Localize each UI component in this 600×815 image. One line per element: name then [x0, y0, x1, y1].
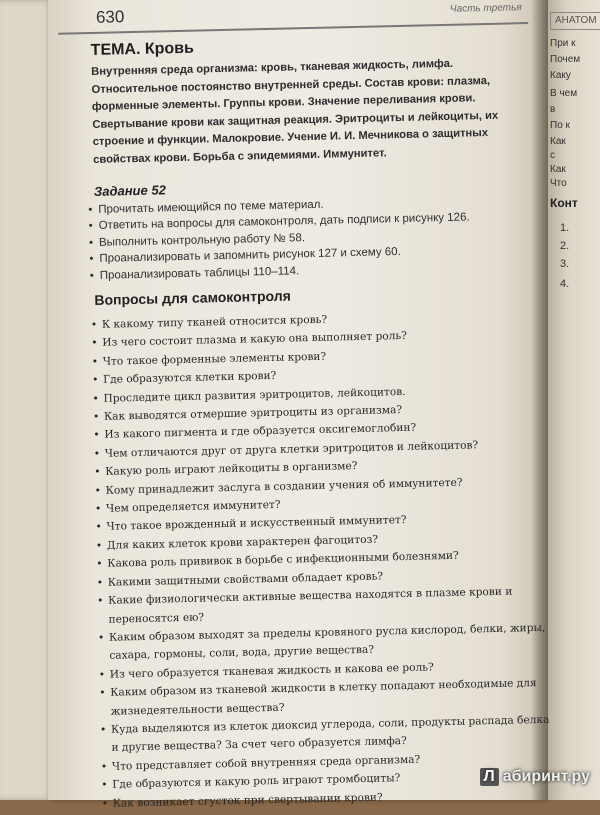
task-item: • Ответить на вопросы для самоконтроля, дать подписи к рисунку 126.	[89, 209, 529, 235]
right-page-line: с	[550, 150, 555, 161]
page-number: 630	[95, 7, 125, 27]
questions-title: Вопросы для самоконтроля	[94, 287, 291, 308]
right-page-line: Как	[550, 164, 566, 175]
task-item: • Выполнить контрольную работу № 58.	[89, 225, 529, 251]
right-page-number: 2.	[560, 240, 570, 252]
right-page-line: При к	[550, 38, 576, 49]
question-item: • Проследите цикл развития эритроцитов, лейкоцитов.	[92, 379, 542, 408]
right-page-line: Что	[550, 178, 567, 189]
topic-description: Внутренняя среда организма: кровь, тканевая жидкость, лимфа. Относительное постоянство внутренней среды. Состав крови: плазма, форменные элементы. Группы крови. Значение переливания крови. Свертывание крови как защитная реакция. Эритроциты и лейкоциты, их строение и функции. Малокровие. Учение И. И. Мечникова о защитных свойствах крови. Борьба с эпидемиями. Иммунитет.	[91, 57, 499, 166]
task-item: • Проанализировать и запомнить рисунок 127 и схему 60.	[89, 241, 529, 267]
question-item: • Какими защитными свойствами обладает кровь?	[97, 563, 547, 592]
right-page-number: 3.	[560, 258, 570, 270]
right-page-line: Как	[550, 136, 566, 147]
question-item: • Чем отличаются друг от друга клетки эритроцитов и лейкоцитов?	[94, 435, 544, 464]
question-item: • Из чего образуется тканевая жидкость и какова ее роль?	[99, 655, 549, 684]
topic-title: ТЕМА. Кровь	[90, 39, 195, 59]
question-item: • Какие физиологически активные вещества находятся в плазме крови и переносятся ею?	[97, 582, 548, 629]
labirint-logo-icon: Л	[480, 768, 499, 786]
question-item: • Как выводятся отмершие эритроциты из организма?	[93, 398, 543, 427]
question-item: • Где образуются клетки крови?	[92, 361, 542, 390]
question-item: • Что такое форменные элементы крови?	[92, 343, 542, 372]
labirint-watermark	[480, 768, 590, 786]
right-page-line: в	[550, 104, 556, 115]
question-item: • Какова роль прививок в борьбе с инфекционными болезнями?	[96, 545, 546, 574]
question-item: • Кому принадлежит заслуга в создании учения об иммунитете?	[94, 471, 544, 500]
part-label: Часть третья	[449, 2, 522, 15]
question-item: • Чем определяется иммунитет?	[95, 490, 545, 519]
question-item: • Из какого пигмента и где образуется оксигемоглобин?	[93, 416, 543, 445]
task-item: • Проанализировать таблицы 110–114.	[90, 258, 530, 284]
question-item: • Что представляет собой внутренняя среда организма?	[101, 747, 551, 776]
task-title: Задание 52	[93, 182, 166, 199]
question-item: • Для каких клеток крови характерен фагоцитоз?	[96, 527, 546, 556]
question-item: • Как возникает сгусток при свертывании крови?	[102, 784, 552, 813]
task-list	[88, 192, 530, 284]
question-item: • Где образуются и какую роль играют тромбоциты?	[101, 766, 551, 795]
question-item: • Куда выделяются из клеток диоксид углерода, соли, продукты распада белка и другие вещества? За счет чего образуется лимфа?	[100, 711, 551, 758]
right-page-line: Каку	[550, 70, 571, 81]
question-item: • К какому типу тканей относится кровь?	[91, 306, 541, 335]
right-page-section: Конт	[550, 196, 578, 210]
question-item: • Каким образом из тканевой жидкости в клетку попадают необходимые для жизнедеятельности вещества?	[99, 674, 550, 721]
right-page-number: 4.	[560, 278, 570, 290]
question-item: • Из чего состоит плазма и какую она выполняет роль?	[91, 324, 541, 353]
watermark-text: абиринт.ру	[502, 768, 590, 785]
right-page-line: По к	[550, 120, 570, 131]
right-page-header: АНАТОМ	[550, 12, 600, 30]
right-page-line: В чем	[550, 88, 578, 99]
question-item: • Каким образом выходят за пределы кровяного русла кислород, белки, жиры, сахара, гормоны, соли, вода, другие вещества?	[98, 619, 549, 666]
right-page-line: Почем	[550, 54, 581, 65]
question-item: • Какую роль играют лейкоциты в организме?	[94, 453, 544, 482]
question-item: • Что такое врожденный и искусственный иммунитет?	[95, 508, 545, 537]
right-page-number: 1.	[560, 222, 570, 234]
task-item: • Прочитать имеющийся по теме материал.	[88, 192, 528, 218]
questions-list	[91, 306, 552, 813]
